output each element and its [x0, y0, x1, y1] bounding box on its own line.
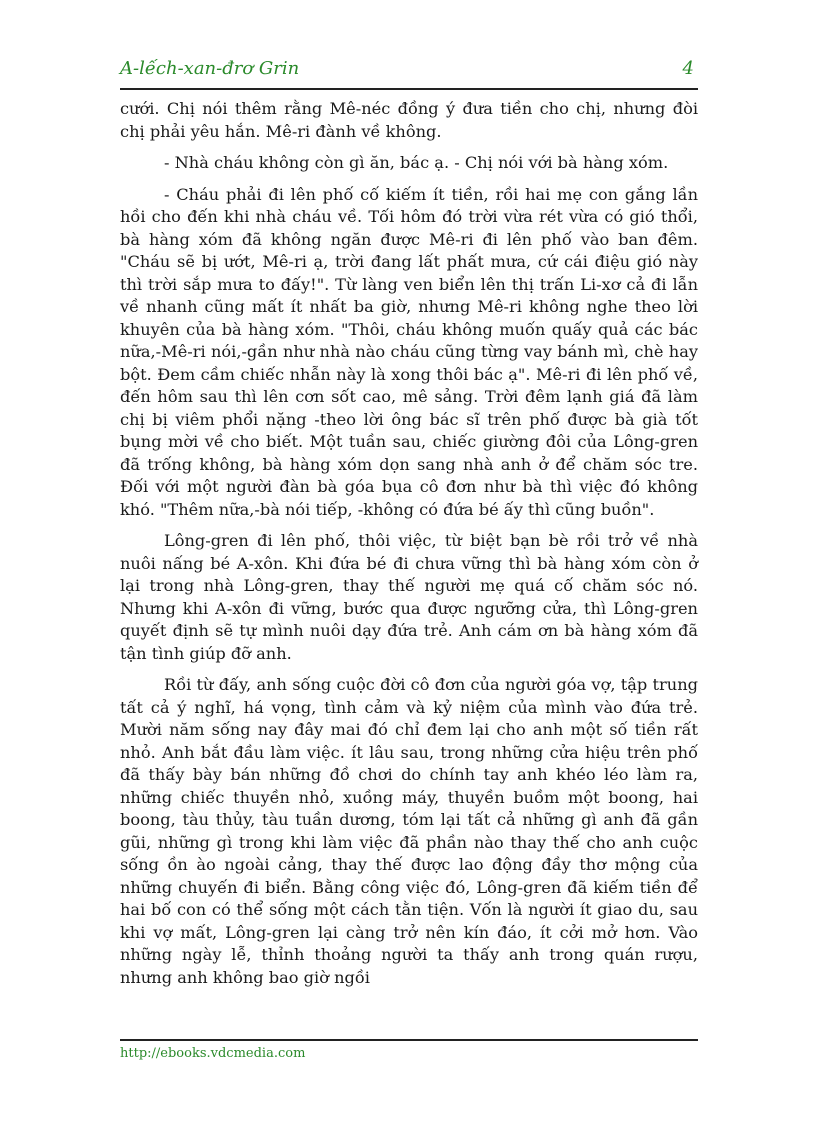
body-text: [120, 98, 698, 998]
paragraph-5: Rồi từ đấy, anh sống cuộc đời cô đơn của người góa vợ, tập trung tất cả ý nghĩ, há vọng, tình cảm và kỷ niệm của mình vào đứa trẻ. Mười năm sống nay đây mai đó chỉ đem lại cho anh một số tiền rất nhỏ. Anh bắt đầu làm việc. ít lâu sau, trong những cửa hiệu trên phố đã thấy bày bán những đồ chơi do chính tay anh khéo léo làm ra, những chiếc thuyền nhỏ, xuồng máy, thuyền buồm một boong, hai boong, tàu thủy, tàu tuần dương, tóm lại tất cả những gì anh đã gần gũi, những gì trong khi làm việc đã phần nào thay thế cho anh cuộc sống ồn ào ngoài cảng, thay thế được lao động đầy thơ mộng của những chuyến đi biển. Bằng công việc đó, Lông-gren đã kiếm tiền để hai bố con có thể sống một cách tằn tiện. Vốn là người ít giao du, sau khi vợ mất, Lông-gren lại càng trở nên kín đáo, ít cởi mở hơn. Vào những ngày lễ, thỉnh thoảng người ta thấy anh trong quán rượu, nhưng anh không bao giờ ngồi: [120, 675, 698, 987]
footer-divider: [120, 1039, 698, 1041]
paragraph-3: - Cháu phải đi lên phố cố kiếm ít tiền, rồi hai mẹ con gắng lần hồi cho đến khi nhà cháu về. Tối hôm đó trời vừa rét vừa có gió thổi, bà hàng xóm đã không ngăn được Mê-ri đi lên phố vào ban đêm. "Cháu sẽ bị ướt, Mê-ri ạ, trời đang lất phất mưa, cứ cái điệu gió này thì trời sắp mưa to đấy!". Từ làng ven biển lên thị trấn Li-xơ cả đi lẫn về nhanh cũng mất ít nhất ba giờ, nhưng Mê-ri không nghe theo lời khuyên của bà hàng xóm. "Thôi, cháu không muốn quấy quả các bác nữa,-Mê-ri nói,-gần như nhà nào cháu cũng từng vay bánh mì, chè hay bột. Đem cầm chiếc nhẫn này là xong thôi bác ạ". Mê-ri đi lên phố về, đến hôm sau thì lên cơn sốt cao, mê sảng. Trời đêm lạnh giá đã làm chị bị viêm phổi nặng -theo lời ông bác sĩ trên phố được bà già tốt bụng mời về cho biết. Một tuần sau, chiếc giường đôi của Lông-gren đã trống không, bà hàng xóm dọn sang nhà anh ở để chăm sóc tre. Đối với một người đàn bà góa bụa cô đơn như bà thì việc đó không khó. "Thêm nữa,-bà nói tiếp, -không có đứa bé ấy thì cũng buồn".: [120, 184, 698, 519]
page-header: [120, 58, 698, 86]
paragraph-4: Lông-gren đi lên phố, thôi việc, từ biệt bạn bè rồi trở về nhà nuôi nấng bé A-xôn. Khi đứa bé đi chưa vững thì bà hàng xóm còn ở lại trong nhà Lông-gren, thay thế người mẹ quá cố chăm sóc nó. Nhưng khi A-xôn đi vững, bước qua được ngưỡng cửa, thì Lông-gren quyết định sẽ tự mình nuôi dạy đứa trẻ. Anh cám ơn bà hàng xóm đã tận tình giúp đỡ anh.: [120, 531, 698, 663]
page-number: 4: [682, 58, 694, 79]
paragraph-1: cưới. Chị nói thêm rằng Mê-néc đồng ý đưa tiền cho chị, nhưng đòi chị phải yêu hắn. Mê-ri đành về không.: [120, 99, 698, 141]
running-title: A-lếch-xan-đrơ Grin: [120, 58, 300, 79]
header-divider: [120, 88, 698, 90]
paragraph-2: - Nhà cháu không còn gì ăn, bác ạ. - Chị nói với bà hàng xóm.: [164, 153, 669, 172]
footer-url-link[interactable]: http://ebooks.vdcmedia.com: [120, 1046, 306, 1061]
